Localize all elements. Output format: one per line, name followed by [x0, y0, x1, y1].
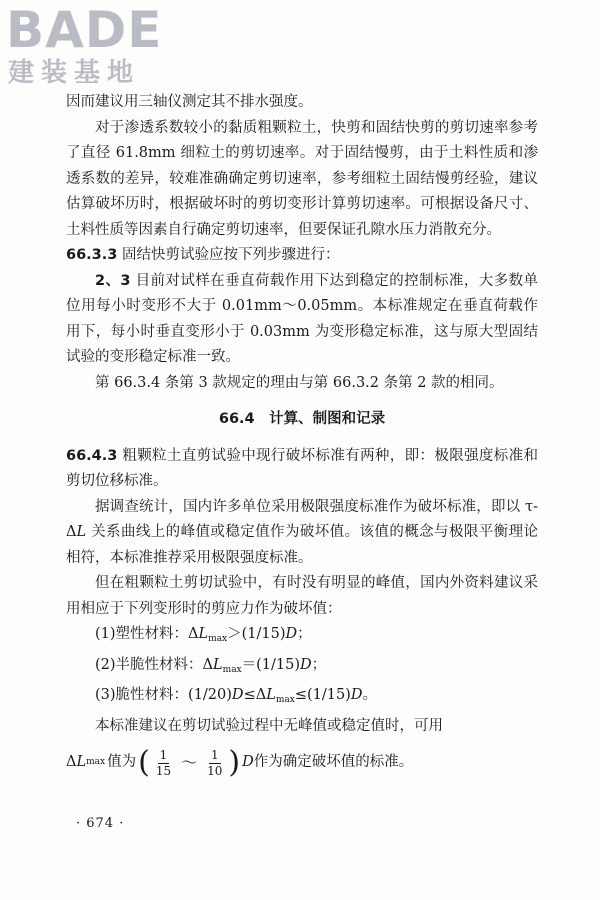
fraction-1-10 [205, 748, 224, 779]
text-span: 据调查统计，国内许多单位采用极限强度标准作为破坏标准，即以 τ-Δ [66, 498, 538, 540]
left-paren: ( [138, 745, 150, 780]
math-var: L [198, 626, 209, 642]
text-span: ＞(1/15) [227, 626, 286, 642]
text-span: (2)半脆性材料：Δ [95, 656, 214, 673]
text-span: (3)脆性材料：(1/20) [95, 687, 232, 703]
clause-66-3-3 [66, 243, 538, 269]
list-item-semi-brittle [66, 653, 538, 684]
text-span: ≤Δ [243, 687, 267, 703]
paragraph-survey [66, 495, 538, 572]
text-span: 。 [362, 687, 377, 703]
text-span: ≤(1/15) [294, 687, 351, 703]
math-sub: max [275, 695, 295, 705]
clause-number: 66.3.3 [66, 247, 118, 263]
list-item-plastic [66, 622, 538, 653]
list-item-brittle [66, 683, 538, 714]
clause-text: 粗颗粒土直剪试验中现行破坏标准有两种，即：极限强度标准和剪切位移标准。 [66, 447, 538, 489]
page-number: · 674 · [76, 816, 125, 831]
clause-item-number: 2、3 [95, 272, 131, 289]
text-span: ； [311, 656, 327, 673]
math-var: D [231, 687, 244, 703]
text-span: 关系曲线上的峰值或稳定值作为破坏值。该值的概念与极限平衡理论相符，本标准推荐采用极限强度标准。 [66, 524, 538, 566]
math-var: D [285, 626, 298, 642]
math-var: L [76, 524, 87, 540]
text-span: 值为 [107, 754, 137, 771]
logo-subtitle: 建装基地 [8, 58, 141, 88]
math-sub: max [208, 634, 228, 644]
paragraph-continuation: 因而建议用三轴仪测定其不排水强度。 [66, 94, 313, 110]
fraction-numerator: 1 [210, 747, 219, 762]
clause-number: 66.4.3 [66, 447, 118, 464]
text-span: 作为确定破坏值的标准。 [253, 754, 414, 771]
fraction-denominator: 15 [155, 763, 172, 778]
clause-item-2-3 [66, 269, 538, 371]
paragraph-shear-rate: 对于渗透系数较小的黏质粗颗粒土，快剪和固结快剪的剪切速率参考了直径 61.8mm 细粒土的剪切速率。对于固结慢剪，由于土料性质和渗透系数的差异，较难准确确定剪切速率，参考细粒土固结慢剪经验，建议估算破坏历时，根据破坏时的剪切变形计算剪切速率。可根据设备尺寸、土料性质等因素自行确定剪切速率，但要保证孔隙水压力消散充分。 [66, 119, 538, 238]
text-span: (1)塑性材料：Δ [95, 626, 199, 642]
text-span: ； [297, 626, 312, 642]
fraction-1-15 [154, 748, 173, 779]
clause-66-4-3 [66, 444, 538, 495]
fraction-denominator: 10 [207, 763, 223, 778]
section-heading: 66.4 计算、制图和记录 [218, 411, 386, 427]
math-var: L [266, 687, 276, 703]
paragraph-reason: 第 66.3.4 条第 3 款规定的理由与第 66.3.2 条第 2 款的相同。 [95, 374, 504, 391]
clause-item-text: 目前对试样在垂直荷载作用下达到稳定的控制标准，大多数单位用每小时变形不大于 0.01mm～0.05mm。本标准规定在垂直荷载作用下，每小时垂直变形小于 0.03mm 为变形稳定标准，这与原大型固结试验的变形稳定标准一致。 [66, 272, 539, 365]
right-paren: ) [228, 745, 241, 780]
bade-logo [6, 1, 176, 90]
formula-line [66, 743, 538, 783]
math-var: D [242, 754, 254, 771]
math-var: D [300, 656, 312, 673]
paragraph-recommendation: 本标准建议在剪切试验过程中无峰值或稳定值时，可用 [95, 717, 443, 734]
logo-brand: BADE [6, 1, 163, 59]
text-span: ＝(1/15) [241, 656, 301, 673]
math-var: D [350, 687, 363, 703]
paragraph-no-peak: 但在粗颗粒土剪切试验中，有时没有明显的峰值，国内外资料建议采用相应于下列变形时的剪应力作为破坏值： [66, 575, 538, 617]
document-body [66, 90, 538, 783]
math-var: L [76, 754, 87, 771]
clause-text: 固结快剪试验应按下列步骤进行： [121, 247, 340, 263]
math-var: L [213, 656, 223, 673]
text-span: Δ [66, 754, 77, 771]
math-sub: max [86, 757, 106, 768]
fraction-numerator: 1 [159, 747, 168, 762]
tilde-symbol: ～ [181, 753, 198, 773]
math-sub: max [222, 664, 242, 675]
